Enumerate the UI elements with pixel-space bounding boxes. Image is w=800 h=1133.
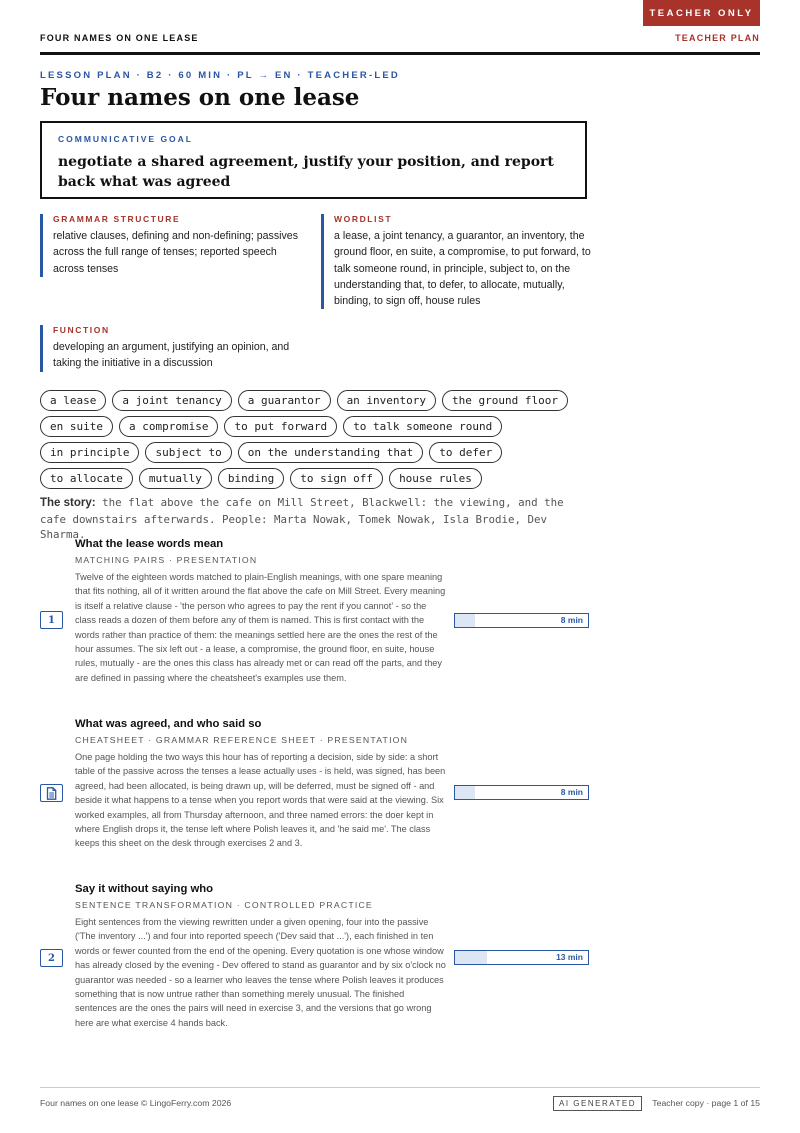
vocab-chip: to sign off [290,468,383,489]
page-footer [40,1087,760,1108]
page-title: Four names on one lease [40,84,360,111]
time-bar [454,950,589,965]
teacher-plan-label: TEACHER PLAN [675,33,760,43]
grammar-text: relative clauses, defining and non-defining; passives across the full range of tenses; reported speech across tenses [53,230,298,275]
time-bar [454,613,589,628]
communicative-goal-box [40,121,587,199]
vocab-chip: a guarantor [238,390,331,411]
time-bar-fill [455,786,475,799]
vocab-chip: subject to [145,442,231,463]
ai-generated-badge: AI GENERATED [553,1096,642,1111]
vocab-chip: to defer [429,442,502,463]
activity-type: SENTENCE TRANSFORMATION · CONTROLLED PRACTICE [75,900,373,910]
time-label: 8 min [560,615,583,625]
vocab-chip: house rules [389,468,482,489]
activity-number: 1 [40,611,63,629]
activity-3 [40,883,760,1033]
activity-number: 2 [40,949,63,967]
activity-title: What the lease words mean [75,538,224,550]
vocab-chip: to allocate [40,468,133,489]
goal-text: negotiate a shared agreement, justify your position, and report back what was agreed [58,154,554,190]
vocab-chip: binding [218,468,284,489]
time-bar-fill [455,614,475,627]
document-icon [40,784,63,802]
time-label: 13 min [556,952,583,962]
grammar-structure-box [40,214,308,277]
footer-copyright: Four names on one lease © LingoFerry.com 2026 [40,1098,232,1108]
wordlist-box [321,214,591,309]
vocab-chip: in principle [40,442,139,463]
activity-2 [40,718,760,868]
lesson-meta: LESSON PLAN · B2 · 60 MIN · PL → EN · TEACHER-LED [40,70,400,81]
goal-label: COMMUNICATIVE GOAL [58,134,194,144]
time-bar [454,785,589,800]
time-label: 8 min [560,787,583,797]
function-label: FUNCTION [53,325,110,335]
vocab-chip: a compromise [119,416,218,437]
story-paragraph [40,495,580,543]
document-title-small: FOUR NAMES ON ONE LEASE [40,33,199,43]
activity-title: Say it without saying who [75,883,214,895]
vocab-chip: mutually [139,468,212,489]
activity-type: CHEATSHEET · GRAMMAR REFERENCE SHEET · PRESENTATION [75,735,409,745]
activity-description: Twelve of the eighteen words matched to plain-English meanings, with one spare meaning that fits nothing, all of it written around the flat above the cafe on Mill Street. Every meaning is itself a relative clause - 'the person who agrees to pay the rent if you cannot' - so the class reads a dozen of them before any of them is named. This is first contact with the words rather than practice of them: the meanings settled here are the ones the rest of the hour assumes. The six left out - a lease, a compromise, the ground floor, en suite, house rules, mutually - are the ones this class has already met or can read off the parts, and they are defined in passing where the cheatsheet's examples use them. [75,572,446,683]
vocab-chip: a joint tenancy [112,390,231,411]
teacher-only-badge: TEACHER ONLY [643,0,760,26]
vocab-chip: an inventory [337,390,436,411]
activity-1 [40,538,760,708]
time-bar-fill [455,951,487,964]
vocabulary-chips [40,390,580,489]
story-label: The story: [40,497,96,509]
vocab-chip: to put forward [224,416,337,437]
activity-description: One page holding the two ways this hour has of reporting a decision, side by side: a short table of the passive across the tenses a lease actually uses - is held, was signed, has been agreed, had been allocated, is being drawn up, will be deferred, must be signed off - and beside it what happens to a tense when you report words that were said at the viewing. Six worked examples, all from Thursday afternoon, and three named errors: the doer kept in where English drops it, the tense left where Polish leaves it, and 'he said me'. The class keeps this sheet on the desk through exercises 2 and 3. [75,752,446,849]
activity-type: MATCHING PAIRS · PRESENTATION [75,555,258,565]
document-header [40,32,760,55]
wordlist-label: WORDLIST [334,214,393,224]
activity-description: Eight sentences from the viewing rewritten under a given opening, four into the passive ('The inventory ...') and four into reported speech ('Dev said that ...'), each finished in ten words or fewer counted from the end of the opening. Every quotation is one whose window has already closed by the evening - Dev offered to stand as guarantor and by six o'clock no guarantor was needed - so a learner who leaves the tense where Polish leaves it produces something that is now untrue rather than something merely unusual. The finished sentences are the ones the pairs will need in exercise 3, and the versions that go wrong here are what exercise 4 hands back. [75,917,446,1028]
vocab-chip: en suite [40,416,113,437]
footer-page-info: Teacher copy · page 1 of 15 [652,1098,760,1108]
story-text: the flat above the cafe on Mill Street, Blackwell: the viewing, and the cafe downstairs afterwards. People: Marta Nowak, Tomek Nowak, Isla Brodie, Dev Sharma. [40,496,564,541]
vocab-chip: the ground floor [442,390,568,411]
vocab-chip: to talk someone round [343,416,502,437]
activity-title: What was agreed, and who said so [75,718,262,730]
vocab-chip: a lease [40,390,106,411]
grammar-label: GRAMMAR STRUCTURE [53,214,181,224]
vocab-chip: on the understanding that [238,442,424,463]
function-box [40,325,308,372]
wordlist-text: a lease, a joint tenancy, a guarantor, an inventory, the ground floor, en suite, a compromise, to put forward, to talk someone round, in principle, subject to, on the understanding that, to defer, to allocate, mutually, binding, to sign off, house rules [334,230,591,308]
function-text: developing an argument, justifying an opinion, and taking the initiative in a discussion [53,341,290,370]
